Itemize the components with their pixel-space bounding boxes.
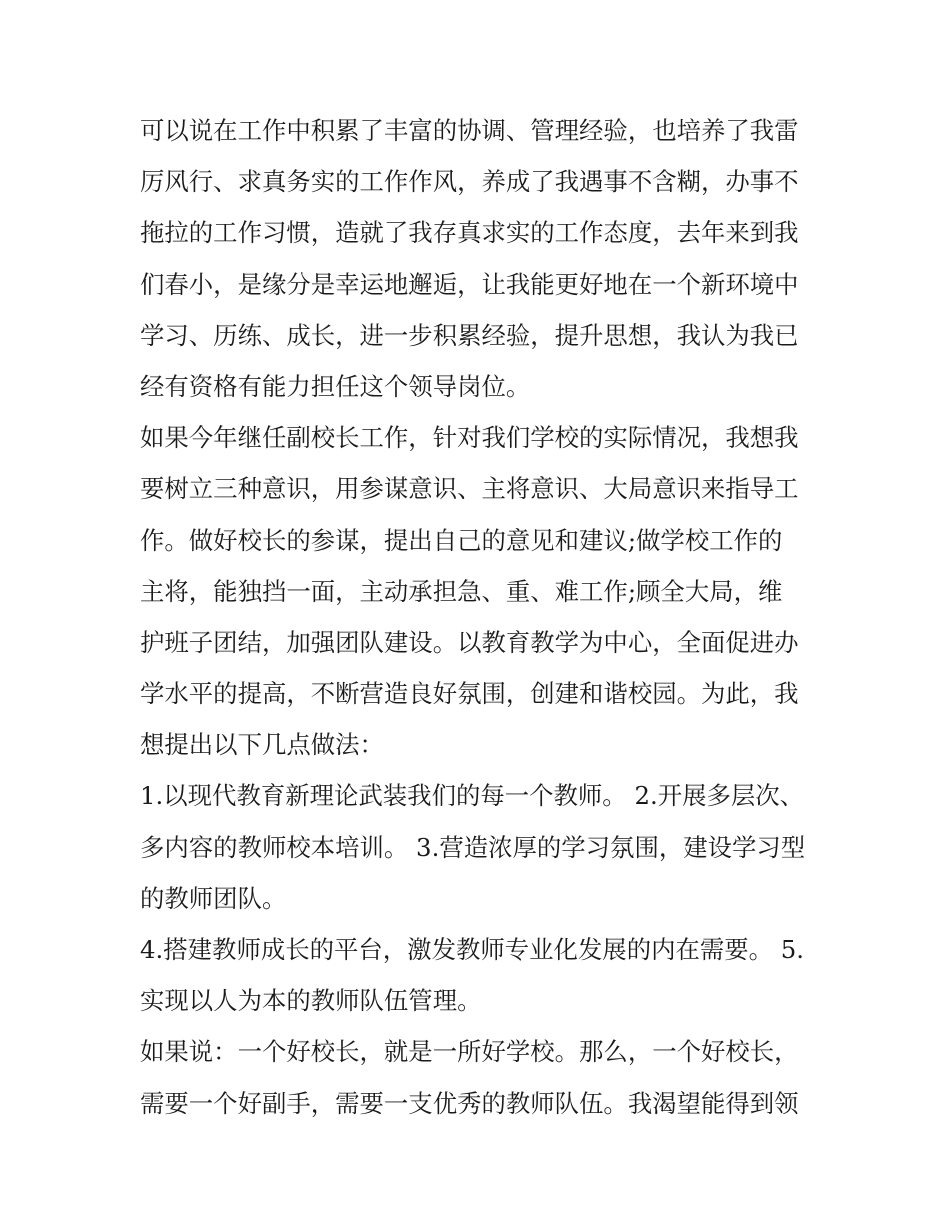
text-line: 4.搭建教师成长的平台，激发教师专业化发展的内在需要。 5. xyxy=(140,935,805,964)
text-line: 护班子团结，加强团队建设。以教育教学为中心，全面促进办 xyxy=(140,627,799,657)
text-line: 实现以人为本的教师队伍管理。 xyxy=(140,986,482,1016)
text-line: 主将，能独挡一面，主动承担急、重、难工作;顾全大局，维 xyxy=(140,576,783,606)
text-line: 如果今年继任副校长工作，针对我们学校的实际情况，我想我 xyxy=(140,423,799,453)
text-line: 可以说在工作中积累了丰富的协调、管理经验，也培养了我雷 xyxy=(140,116,799,145)
text-line: 学习、历练、成长，进一步积累经验，提升思想，我认为我已 xyxy=(140,320,799,350)
text-line: 厉风行、求真务实的工作作风，养成了我遇事不含糊，办事不 xyxy=(140,167,799,197)
text-line: 的教师团队。 xyxy=(140,883,287,913)
text-line: 想提出以下几点做法： xyxy=(140,730,384,760)
text-line: 拖拉的工作习惯，造就了我存真求实的工作态度，去年来到我 xyxy=(140,218,799,248)
text-line: 们春小，是缘分是幸运地邂逅，让我能更好地在一个新环境中 xyxy=(140,269,799,299)
text-line: 如果说：一个好校长，就是一所好学校。那么，一个好校长， xyxy=(140,1037,799,1067)
text-line: 经有资格有能力担任这个领导岗位。 xyxy=(140,371,531,401)
document-body xyxy=(140,105,820,1129)
text-line: 1.以现代教育新理论武装我们的每一个教师。 2.开展多层次、 xyxy=(140,781,805,811)
text-line: 学水平的提高，不断营造良好氛围，创建和谐校园。为此，我 xyxy=(140,679,799,709)
text-line: 作。做好校长的参谋，提出自己的意见和建议;做学校工作的 xyxy=(140,525,783,555)
text-line: 要树立三种意识，用参谋意识、主将意识、大局意识来指导工 xyxy=(140,474,799,504)
text-line: 需要一个好副手，需要一支优秀的教师队伍。我渴望能得到领 xyxy=(140,1088,799,1118)
text-line: 多内容的教师校本培训。 3.营造浓厚的学习氛围，建设学习型 xyxy=(140,832,806,862)
